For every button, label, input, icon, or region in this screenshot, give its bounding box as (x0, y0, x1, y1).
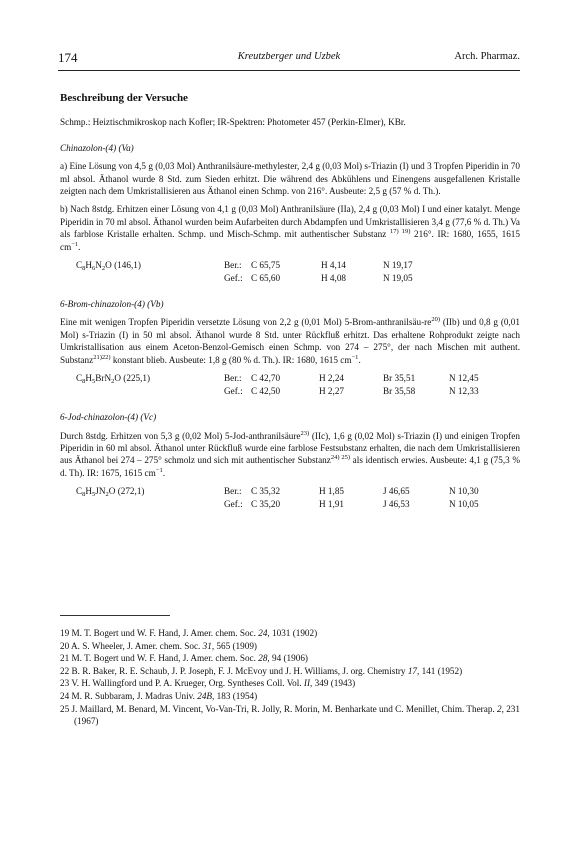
methods-intro: Schmp.: Heiztischmikroskop nach Kofler; IR-Spektren: Photometer 457 (Perkin-Elmer), KBr. (60, 117, 406, 128)
reference-marker: 20) (431, 316, 440, 324)
molecular-formula: $C_8H_5BrN_2O$ (225,1) (76, 373, 151, 386)
elemental-analysis-va: $C_8H_6N_2O$ (146,1) Ber.: C 65,75 H 4,14 N 19,17 Gef.: C 65,60 H 4,08 N 19,05 (76, 260, 413, 284)
footnote: 23 V. H. Wallingford und P. A. Krueger, Org. Syntheses Coll. Vol. II, 349 (1943) (60, 678, 356, 689)
footnote-rule (60, 615, 170, 616)
analysis-label: Gef.: (224, 386, 243, 397)
footnotes (60, 627, 520, 728)
reference-marker: 21)22) (93, 353, 111, 361)
analysis-label: Gef.: (224, 273, 243, 284)
elemental-analysis-vb: $C_8H_5BrN_2O$ (225,1) Ber.: C 42,70 H 2,24 Br 35,51 N 12,45 Gef.: C 42,50 H 2,27 Br 35,58 N 12,33 (76, 373, 479, 397)
footnote: 20 A. S. Wheeler, J. Amer. chem. Soc. 31, 565 (1909) (60, 640, 257, 651)
reference-marker: 24) 25) (330, 454, 351, 462)
page-number: 174 (58, 50, 78, 65)
footnote: 25 J. Maillard, M. Benard, M. Vincent, Vo-Van-Tri, R. Jolly, R. Morin, M. Benharkate und C. Menillet, Chim. Therap. 2, 231 (1967) (60, 703, 520, 727)
footnote: 19 M. T. Bogert und W. F. Hand, J. Amer. chem. Soc. 24, 1031 (1902) (60, 628, 318, 638)
section-title: Beschreibung der Versuche (60, 92, 188, 104)
reference-marker: 17) 19) (390, 228, 411, 236)
procedure-vc: Durch 8stdg. Erhitzen von 5,3 g (0,02 Mol) 5-Jod-anthranilsäure$^{23)}$ (IIc), 1,6 g (0,02 Mol) s-Triazin (I) und einigen Tropfen Piperidin in 60 ml absol. Äthanol unter Rückfluß wurde eine farblose Festsubstanz erhalten, die nach dem Umkristallisieren aus Äthanol bei 274 – 275° schmolz und sich mit authentischer Substanz$^{24) 25)}$ als identisch erwies. Ausbeute: 4,1 g (75,3 % d. Th). IR: 1675, 1615 $cm^{-1}$. (60, 429, 520, 478)
analysis-label: Ber.: (224, 486, 242, 497)
procedure-a: a) Eine Lösung von 4,5 g (0,03 Mol) Anthranilsäure-methylester, 2,4 g (0,03 Mol) s-Triazin (I) und 3 Tropfen Piperidin in 70 ml absol. Äthanol wurde 8 Std. zum Sieden erhitzt. Die während des Abkühlens und Einengens ausgefallenen Kristalle zeigten nach dem Umkristallisieren aus Äthanol einen Schmp. von 216°. Ausbeute: 2,5 g (57 % d. Th.). (60, 161, 520, 197)
elemental-analysis-vc: $C_8H_5JN_2O$ (272,1) Ber.: C 35,32 H 1,85 J 46,65 N 10,30 Gef.: C 35,20 H 1,91 J 46,53 N 10,05 (76, 486, 479, 510)
page-header (58, 50, 520, 66)
footnote: 21 M. T. Bogert und W. F. Hand, J. Amer. chem. Soc. 28, 94 (1906) (60, 653, 308, 664)
analysis-label: Ber.: (224, 373, 242, 384)
footnote: 22 B. R. Baker, R. E. Schaub, J. P. Joseph, F. J. McEvoy und J. H. Williams, J. org. Chemistry 17, 141 (1952) (60, 665, 463, 676)
compound-title-vc: 6-Jod-chinazolon-(4) (Vc) (60, 412, 157, 423)
molecular-formula: $C_8H_5JN_2O$ (272,1) (76, 486, 145, 499)
analysis-label: Ber.: (224, 260, 242, 271)
analysis-label: Gef.: (224, 499, 243, 510)
molecular-formula: $C_8H_6N_2O$ (146,1) (76, 260, 141, 273)
reference-marker: 23) (300, 429, 310, 437)
header-rule (58, 70, 520, 71)
procedure-b: b) Nach 8stdg. Erhitzen einer Lösung von 4,1 g (0,03 Mol) Anthranilsäure (IIa), 2,4 g (0,03 Mol) I und einer katalyt. Menge Piperidin in 70 ml absol. Äthanol wurden beim Aufarbeiten durch Abdampfen und Umkristallisieren 3,4 g (77,6 % d. Th.) Va als farblose Kristalle erhalten. Schmp. und Misch-Schmp. mit authentischer Substanz $^{17) 19)}$ 216°. IR: 1680, 1655, 1615 $cm^{-1}$. (60, 204, 520, 252)
procedure-vb: Eine mit wenigen Tropfen Piperidin versetzte Lösung von 2,2 g (0,01 Mol) $5-Brom-anthranilsäu-re^{20)}$ (IIb) und 0,8 g (0,01 Mol) s-Triazin (I) in 50 ml absol. Äthanol wurde 8 Std. unter Rückfluß erhitzt. Das erhaltene Rohprodukt zeigte nach Umkristallisation aus einem Aceton-Benzol-Gemisch einen Schmp. von 274 – 275°, der nach Mischen mit authent. Substanz$^{21)22)}$ konstant blieb. Ausbeute: 1,8 g (80 % d. Th.). IR: 1680, 1615 $cm^{-1}$. (60, 316, 520, 365)
running-head-authors: Kreutzberger und Uzbek (237, 51, 341, 62)
compound-title-va: Chinazolon-(4) (Va) (60, 142, 134, 153)
compound-title-vb: 6-Brom-chinazolon-(4) (Vb) (60, 299, 164, 310)
article-body (60, 92, 520, 511)
footnote: 24 M. R. Subbaram, J. Madras Univ. 24B, 183 (1954) (60, 690, 258, 701)
running-head-journal: Arch. Pharmaz. (454, 51, 520, 62)
